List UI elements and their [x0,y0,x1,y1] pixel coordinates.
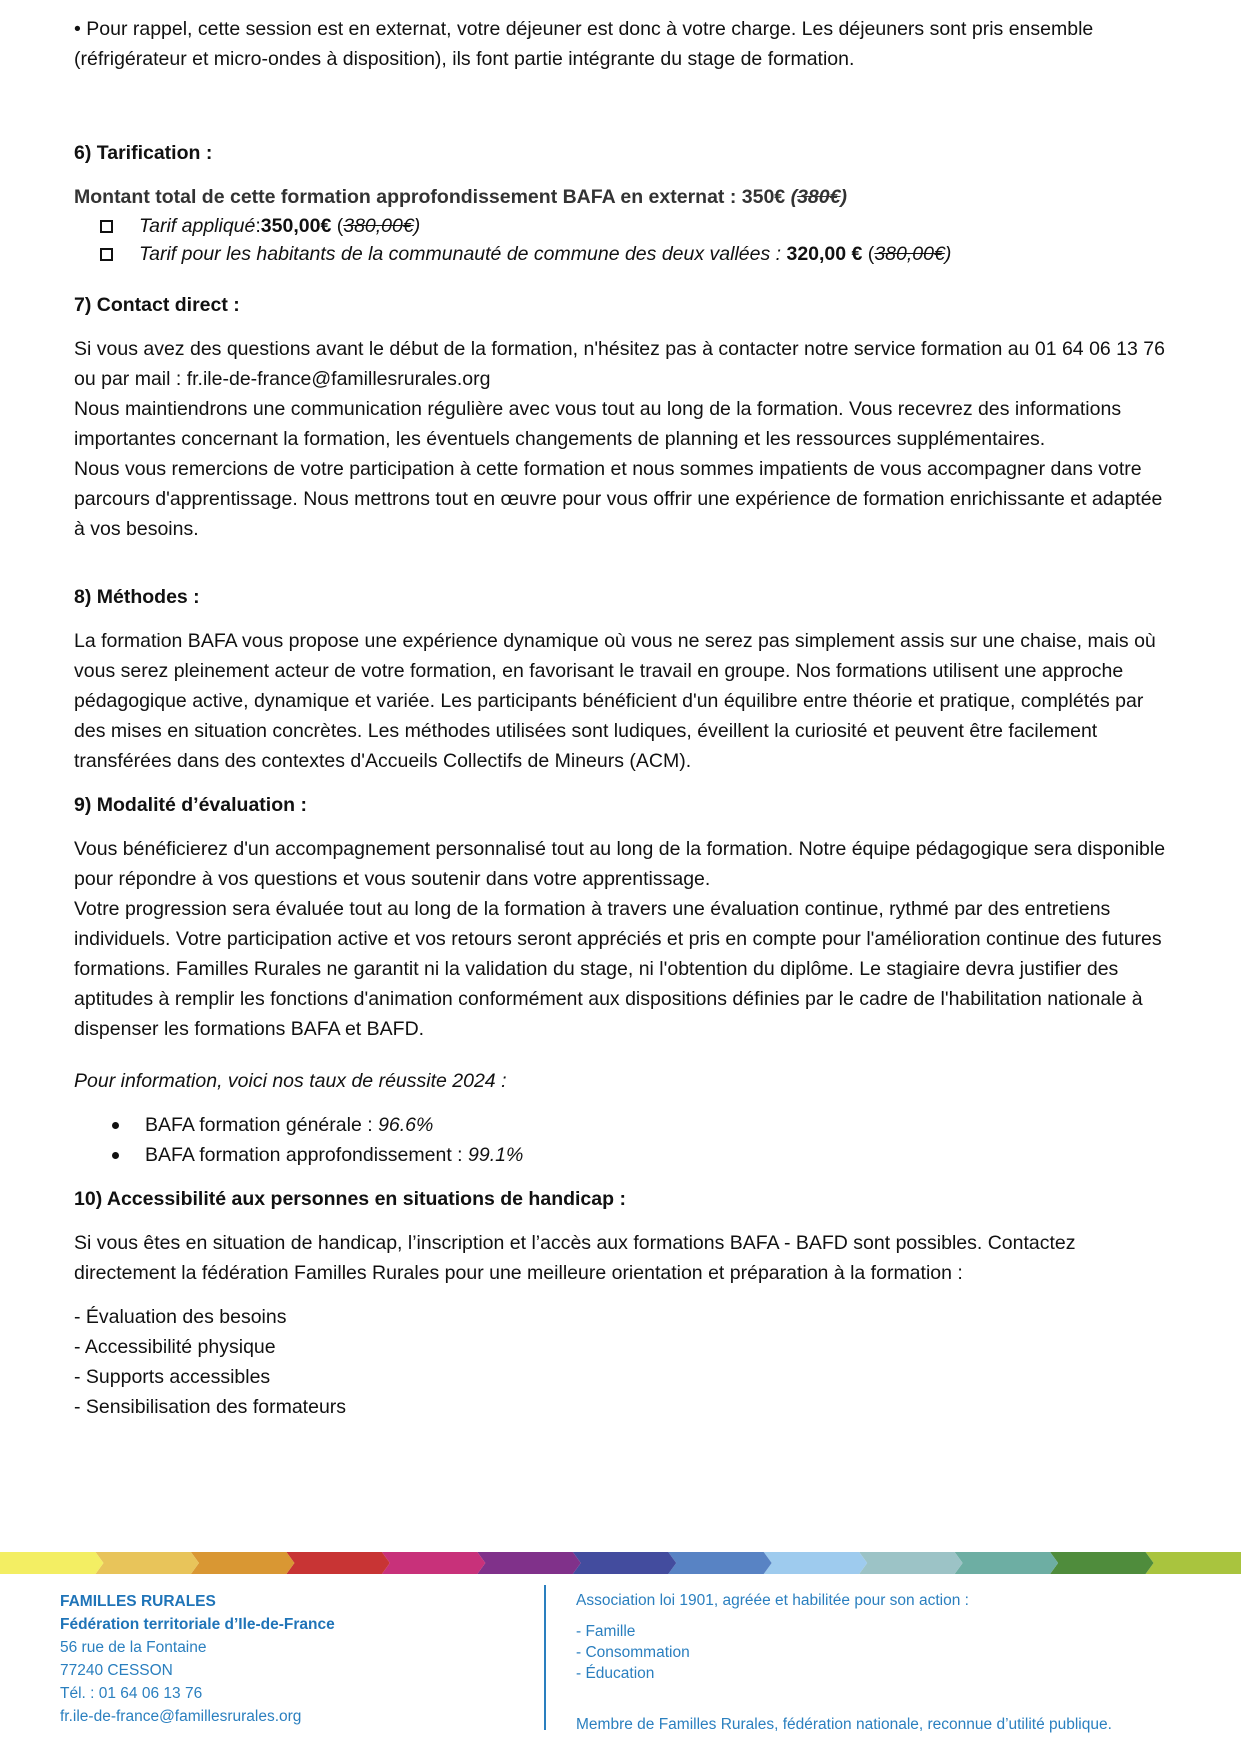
accessibility-item: - Accessibilité physique [74,1336,276,1358]
option-price: 320,00 € [786,243,863,265]
accessibility-item: - Évaluation des besoins [74,1306,287,1328]
membership-note: Membre de Familles Rurales, fédération nationale, reconnue d’utilité publique. [576,1716,1112,1733]
section-title-contact: 7) Contact direct : [74,294,240,316]
stripe-segment [1050,1552,1153,1574]
stripe-segment [859,1552,962,1574]
bullet-icon [112,1152,119,1159]
accessibility-paragraph: Si vous êtes en situation de handicap, l’inscription et l’accès aux formations BAFA - BAFD sont possibles. Contactez directement la fédération Familles Rurales pour une meilleure orientation et préparation à la formation : [74,1232,1076,1284]
org-name: FAMILLES RURALES [60,1593,216,1610]
stripe-segment [477,1552,580,1574]
checkbox-icon[interactable] [100,220,113,233]
total-price-line: Montant total de cette formation approfondissement BAFA en externat : 350€ (380€) [74,186,847,208]
option-old-price: 380,00€ [874,243,945,265]
action-item: - Famille [576,1623,636,1640]
document-body [74,14,1174,1422]
evaluation-paragraph: Votre progression sera évaluée tout au long de la formation à travers une évaluation continue, rythmé par des entretiens individuels. Votre participation active et vos retours seront appréciés et pris en compte pour l'amélioration continue des futures formations. Familles Rurales ne garantit ni la validation du stage, ni l'obtention du diplôme. Le stagiaire devra justifier des aptitudes à remplir les fonctions d'animation conformément aux dispositions définies par le cadre de l'habilitation nationale à dispenser les formations BAFA et BAFD. [74,898,1162,1040]
section-title-evaluation: 9) Modalité d’évaluation : [74,794,307,816]
stripe-segment [1146,1552,1241,1574]
success-rates-list [74,1110,1174,1170]
accessibility-item: - Sensibilisation des formateurs [74,1396,347,1418]
pricing-options [74,212,1174,268]
chevron-stripe [0,1552,1241,1574]
stripe-segment [0,1552,103,1574]
accessibility-item: - Supports accessibles [74,1366,271,1388]
checkbox-icon[interactable] [100,248,113,261]
section-title-accessibility: 10) Accessibilité aux personnes en situations de handicap : [74,1188,626,1210]
stripe-segment [382,1552,485,1574]
action-item: - Consommation [576,1644,690,1661]
section-pricing [74,138,1174,268]
section-evaluation [74,790,1174,1170]
contact-paragraph: Nous vous remercions de votre participation à cette formation et nous sommes impatients de vous accompagner dans votre parcours d'apprentissage. Nous mettrons tout en œuvre pour vous offrir une expérience de formation enrichissante et adaptée à vos besoins. [74,458,1163,540]
option-price: 350,00€ [260,215,332,237]
option-old-price: 380,00€ [343,215,414,237]
bullet-icon [112,1122,119,1129]
stripe-segment [286,1552,389,1574]
stripe-segment [95,1552,198,1574]
stripe-segment [668,1552,771,1574]
footer-association-block [576,1590,1216,1735]
footer-color-stripe [0,1552,1241,1574]
success-rate-value: 99.1% [468,1144,524,1166]
contact-paragraph: Si vous avez des questions avant le début de la formation, n'hésitez pas à contacter notre service formation au 01 64 06 13 76 ou par mail : fr.ile-de-france@famillesrurales.org [74,338,1165,390]
pricing-option[interactable]: Tarif pour les habitants de la communauté de commune des deux vallées : 320,00 € ( 380,00€ ) [100,240,1174,268]
footer-divider [544,1585,546,1730]
success-rate-item: BAFA formation approfondissement : 99.1% [112,1140,1174,1170]
section-methods [74,582,1174,776]
stripe-segment [573,1552,676,1574]
evaluation-paragraph: Vous bénéficierez d'un accompagnement personnalisé tout au long de la formation. Notre équipe pédagogique sera disponible pour répondre à vos questions et vous soutenir dans votre apprentissage. [74,838,1166,890]
old-total-price: 380€ [797,186,841,208]
lunch-note: • Pour rappel, cette session est en externat, votre déjeuner est donc à votre charge. Les déjeuners sont pris ensemble (réfrigérateur et micro-ondes à disposition), ils font partie intégrante du stage de formation. [74,18,1094,70]
methods-paragraph: La formation BAFA vous propose une expérience dynamique où vous ne serez pas simplement assis sur une chaise, mais où vous serez pleinement acteur de votre formation, en favorisant le travail en groupe. Nos formations utilisent une approche pédagogique active, dynamique et variée. Les participants bénéficient d'un équilibre entre théorie et pratique, complétés par des mises en situation concrètes. Les méthodes utilisées sont ludiques, éveillent la curiosité et peuvent être facilement transférées dans des contextes d'Accueils Collectifs de Mineurs (ACM). [74,630,1156,772]
section-accessibility [74,1184,1174,1422]
address-line: 77240 CESSON [60,1662,173,1679]
address-line: 56 rue de la Fontaine [60,1639,207,1656]
section-contact [74,290,1174,544]
federation-name: Fédération territoriale d’Ile-de-France [60,1616,335,1633]
stripe-segment [955,1552,1058,1574]
section-title-methods: 8) Méthodes : [74,586,200,608]
footer-contact-block [60,1590,520,1728]
stripe-segment [764,1552,867,1574]
success-rates-intro: Pour information, voici nos taux de réussite 2024 : [74,1070,507,1092]
contact-paragraph: Nous maintiendrons une communication régulière avec vous tout au long de la formation. Vous recevrez des informations importantes concernant la formation, les éventuels changements de planning et les ressources supplémentaires. [74,398,1122,450]
action-item: - Éducation [576,1665,655,1682]
stripe-segment [191,1552,294,1574]
pricing-option[interactable]: Tarif appliqué : 350,00€ ( 380,00€ ) [100,212,1174,240]
email[interactable]: fr.ile-de-france@famillesrurales.org [60,1708,302,1725]
section-title-pricing: 6) Tarification : [74,142,213,164]
accessibility-list [74,1302,1174,1422]
association-intro: Association loi 1901, agréée et habilitée pour son action : [576,1592,969,1609]
success-rate-value: 96.6% [378,1114,434,1136]
phone: Tél. : 01 64 06 13 76 [60,1685,203,1702]
success-rate-item: BAFA formation générale : 96.6% [112,1110,1174,1140]
